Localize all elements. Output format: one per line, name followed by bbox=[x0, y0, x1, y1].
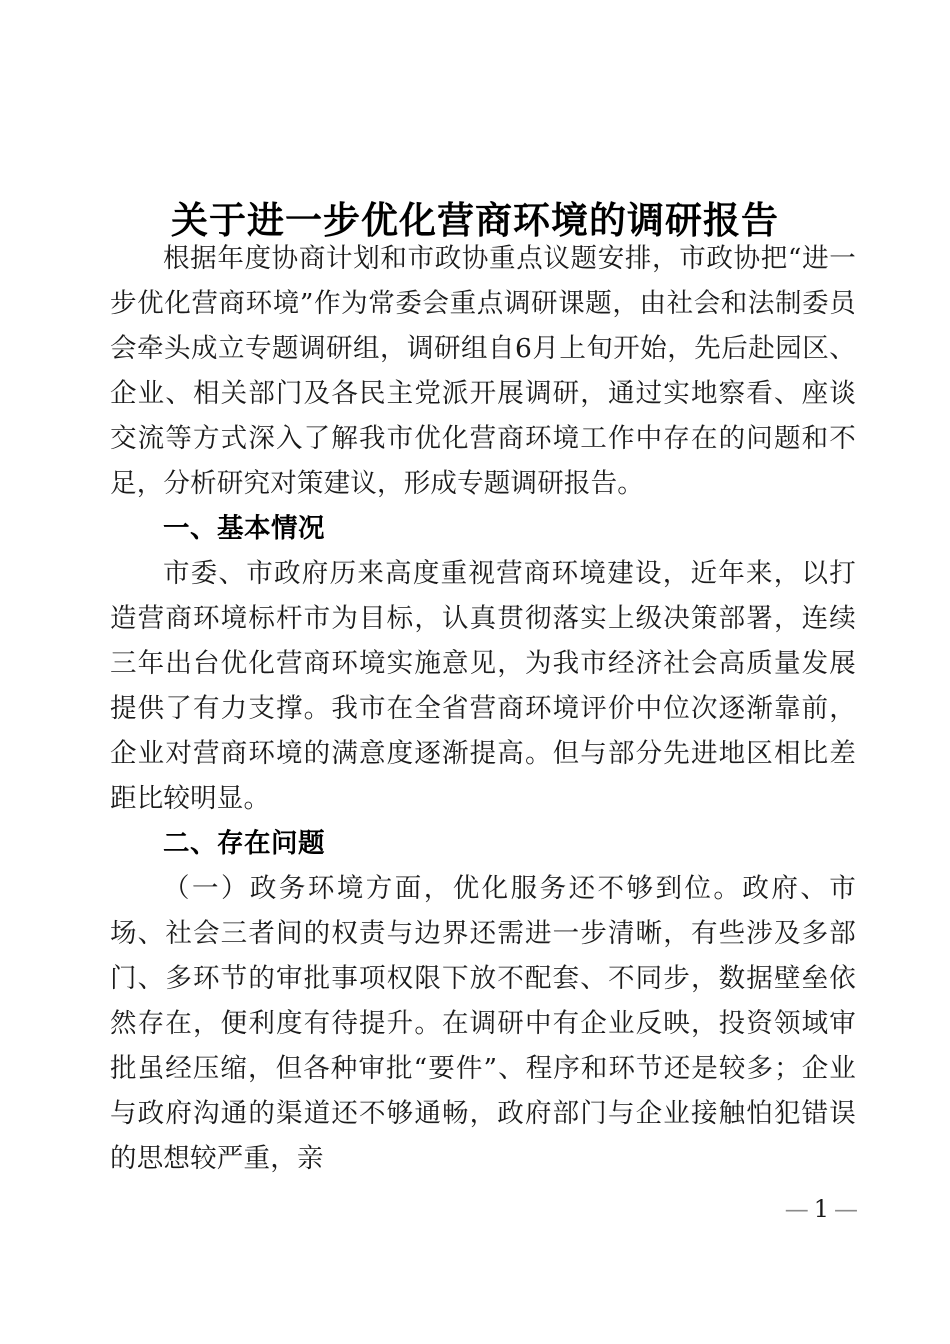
footer-dash-right: — bbox=[834, 1195, 858, 1223]
section-2-paragraph-1: （一）政务环境方面，优化服务还不够到位。政府、市场、社会三者间的权责与边界还需进一步清晰，有些涉及多部门、多环节的审批事项权限下放不配套、不同步，数据壁垒依然存在，便利度有待提升。在调研中有企业反映，投资领域审批虽经压缩，但各种审批“要件”、程序和环节还是较多；企业与政府沟通的渠道还不够通畅，政府部门与企业接触怕犯错误的思想较严重，亲 bbox=[110, 873, 856, 1174]
document-body bbox=[110, 236, 856, 1181]
section-1-paragraph-1: 市委、市政府历来高度重视营商环境建设，近年来，以打造营商环境标杆市为目标，认真贯彻落实上级决策部署，连续三年出台优化营商环境实施意见，为我市经济社会高质量发展提供了有力支撑。我市在全省营商环境评价中位次逐渐靠前，企业对营商环境的满意度逐渐提高。但与部分先进地区相比差距比较明显。 bbox=[110, 558, 856, 814]
intro-paragraph: 根据年度协商计划和市政协重点议题安排，市政协把“进一步优化营商环境”作为常委会重点调研课题，由社会和法制委员会牵头成立专题调研组，调研组自6月上旬开始，先后赴园区、企业、相关部门及各民主党派开展调研，通过实地察看、座谈交流等方式深入了解我市优化营商环境工作中存在的问题和不足，分析研究对策建议，形成专题调研报告。 bbox=[110, 243, 856, 499]
footer-dash-left: — bbox=[784, 1195, 809, 1223]
section-heading-1: 一、基本情况 bbox=[163, 513, 325, 544]
page-number: 1 bbox=[813, 1195, 829, 1223]
page-footer bbox=[0, 1192, 950, 1226]
page-title: 关于进一步优化营商环境的调研报告 bbox=[171, 197, 779, 242]
section-heading-2: 二、存在问题 bbox=[163, 828, 325, 859]
